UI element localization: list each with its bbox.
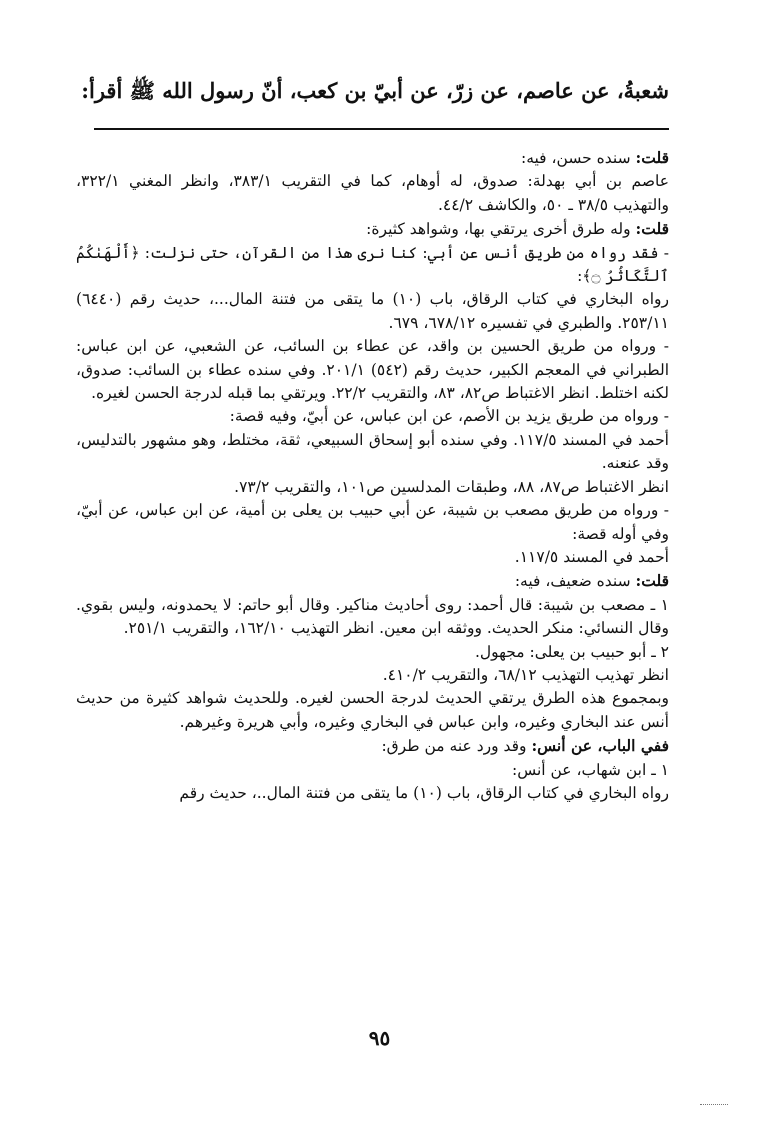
paragraph [76, 242, 669, 289]
paragraph-lead: قلت: [635, 571, 669, 591]
paragraph-text: انظر الاغتباط ص٨٧، ٨٨، وطبقات المدلسين ص١٠١، والتقريب ٧٣/٢. [234, 477, 669, 496]
paragraph [76, 288, 669, 335]
paragraph-lead: قلت: [635, 219, 669, 239]
paragraph [76, 335, 669, 405]
paragraph [76, 641, 669, 664]
paragraph [76, 429, 669, 476]
paragraph [76, 405, 669, 428]
paragraph [76, 499, 669, 546]
page-number: ٩٥ [368, 1026, 391, 1050]
paragraph-text: وبمجموع هذه الطرق يرتقي الحديث لدرجة الحسن لغيره. وللحديث شواهد كثيرة من حديث أنس عند البخاري وغيره، وابن عباس في البخاري وغيره، وأبي هريرة وغيرهم. [76, 689, 669, 731]
paragraph-text: ١ ـ ابن شهاب، عن أنس: [511, 760, 669, 779]
paragraph-text: ١ ـ مصعب بن شيبة: قال أحمد: روى أحاديث مناكير. وقال أبو حاتم: لا يحمدونه، وليس بقوي. وقال النسائي: منكر الحديث. ووثقه ابن معين. انظر التهذيب ١٦٢/١٠، والتقريب ٢٥١/١. [76, 595, 669, 638]
paragraph-text: وله طرق أخرى يرتقي بها، وشواهد كثيرة: [366, 220, 636, 239]
paragraph-lead: ففي الباب، عن أنس: [531, 736, 669, 756]
paragraph-lead: قلت: [635, 148, 669, 167]
paragraph-text: - ورواه من طريق يزيد بن الأصم، عن ابن عباس، عن أبيّ، وفيه قصة: [229, 407, 669, 426]
paragraph [76, 146, 669, 170]
paragraph [76, 569, 669, 593]
paragraph-text: وقد ورد عنه من طرق: [381, 737, 532, 756]
paragraph [76, 170, 669, 217]
paragraph [76, 782, 669, 805]
body-text [76, 146, 669, 805]
header-line: شعبةُ، عن عاصم، عن زرّ، عن أبيّ بن كعب، أنّ رسول الله ﷺ أقرأ: [81, 78, 669, 103]
paragraph-text: أحمد في المسند ١١٧/٥. وفي سنده أبو إسحاق السبيعي، ثقة، مختلط، وهو مشهور بالتدليس، وقد عنعنه. [76, 430, 669, 473]
paragraph [76, 476, 669, 499]
paragraph-text: عاصم بن أبي بهدلة: صدوق، له أوهام، كما في التقريب ٣٨٣/١، وانظر المغني ٣٢٢/١، والتهذيب ٣٨/٥ ـ ٥٠، والكاشف ٤٤/٢. [76, 172, 669, 214]
paragraph [76, 546, 669, 569]
header-rule [94, 128, 669, 130]
paragraph-text: انظر تهذيب التهذيب ٦٨/١٢، والتقريب ٤١٠/٢. [382, 665, 669, 684]
paragraph [76, 734, 669, 758]
paragraph-text: سنده حسن، فيه: [520, 149, 636, 167]
paragraph-text: سنده ضعيف، فيه: [514, 572, 636, 591]
paragraph-text: رواه البخاري في كتاب الرقاق، باب (١٠) ما يتقى من فتنة المال...، حديث رقم (٦٤٤٠) ٢٥٣/١١. والطبري في تفسيره ٦٧٨/١٢، ٦٧٩. [76, 290, 669, 332]
paragraph [76, 759, 669, 782]
corner-mark [700, 1104, 728, 1105]
paragraph-text: - فقد رواه من طريق أنس عن أبي: كنا نرى هذا من القرآن، حتى نزلت: ﴿أَلْهَىٰكُمُ ٱلتَّكَاثُرُ ۝﴾: [76, 243, 669, 286]
paragraph [76, 594, 669, 641]
paragraph-text: - ورواه من طريق الحسين بن واقد، عن عطاء بن السائب، عن الشعبي، عن ابن عباس: الطبراني في المعجم الكبير، حديث رقم (٥٤٢) ٢٠١/١. وفي سنده عطاء بن السائب: صدوق، لكنه اختلط. انظر الاغتباط ص٨٢، ٨٣، والتقريب ٢٢/٢. ويرتقي بما قبله لدرجة الحسن لغيره. [76, 337, 669, 403]
paragraph [76, 687, 669, 734]
paragraph-text: ٢ ـ أبو حبيب بن يعلى: مجهول. [474, 642, 669, 661]
paragraph [76, 217, 669, 241]
paragraph-text: أحمد في المسند ١١٧/٥. [514, 547, 669, 566]
paragraph-text: رواه البخاري في كتاب الرقاق، باب (١٠) ما يتقى من فتنة المال..، حديث رقم [179, 783, 669, 802]
paragraph-text: - ورواه من طريق مصعب بن شيبة، عن أبي حبيب بن يعلى بن أمية، عن ابن عباس، عن أبيّ، وفي أوله قصة: [76, 501, 669, 543]
paragraph [76, 664, 669, 687]
